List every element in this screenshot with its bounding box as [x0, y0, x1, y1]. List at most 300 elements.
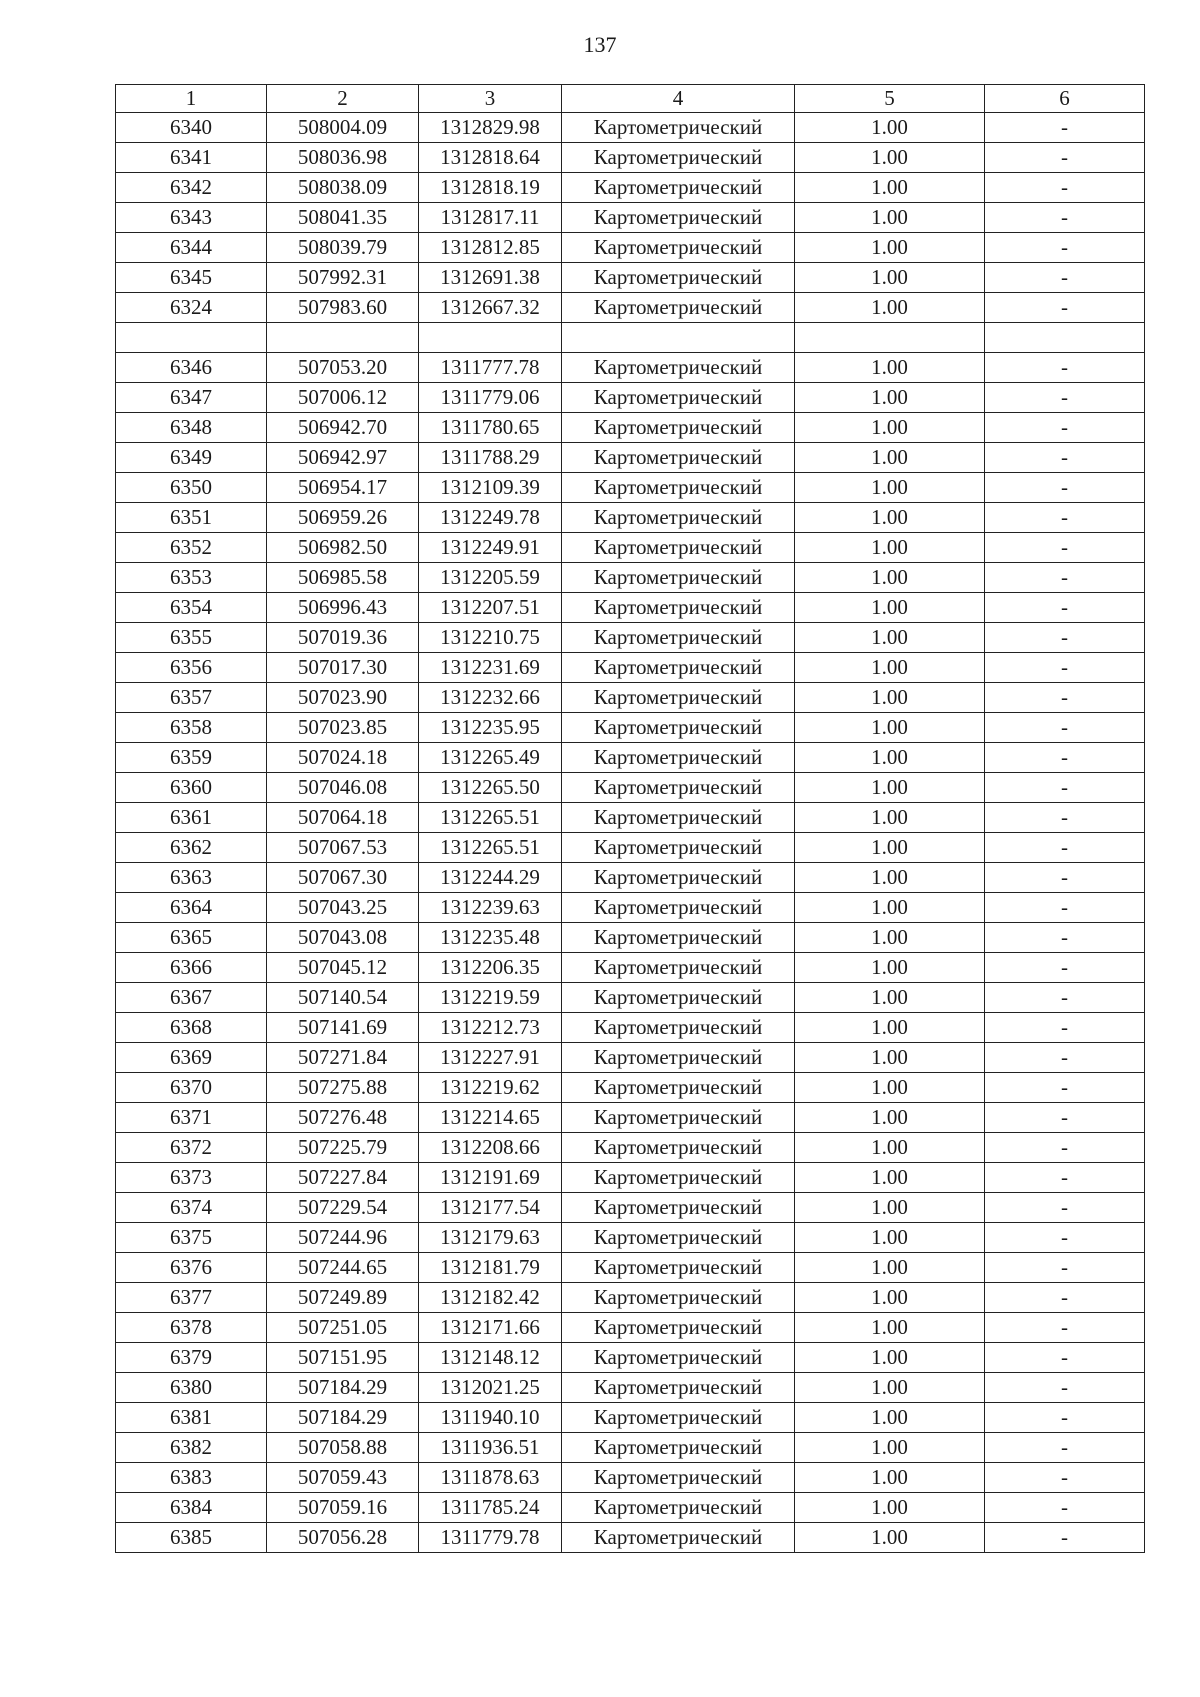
note-cell: -: [985, 113, 1145, 143]
method-cell: Картометрический: [562, 1283, 795, 1313]
accuracy-cell: 1.00: [795, 1253, 985, 1283]
x-coordinate-cell: 508038.09: [267, 173, 419, 203]
point-number-cell: 6368: [116, 1013, 267, 1043]
accuracy-cell: 1.00: [795, 233, 985, 263]
table-row: [116, 1163, 1145, 1193]
y-coordinate-cell: 1312667.32: [419, 293, 562, 323]
accuracy-cell: 1.00: [795, 1223, 985, 1253]
accuracy-cell: 1.00: [795, 203, 985, 233]
point-number-cell: 6385: [116, 1523, 267, 1553]
note-cell: [985, 323, 1145, 353]
note-cell: -: [985, 833, 1145, 863]
point-number-cell: 6359: [116, 743, 267, 773]
table-row: [116, 1103, 1145, 1133]
y-coordinate-cell: 1312171.66: [419, 1313, 562, 1343]
point-number-cell: 6369: [116, 1043, 267, 1073]
table-row: [116, 1043, 1145, 1073]
note-cell: -: [985, 1373, 1145, 1403]
accuracy-cell: 1.00: [795, 1403, 985, 1433]
accuracy-cell: 1.00: [795, 863, 985, 893]
column-header: 2: [267, 85, 419, 113]
note-cell: -: [985, 1013, 1145, 1043]
table-row: [116, 173, 1145, 203]
y-coordinate-cell: 1311779.78: [419, 1523, 562, 1553]
x-coordinate-cell: 506985.58: [267, 563, 419, 593]
x-coordinate-cell: 507992.31: [267, 263, 419, 293]
table-row: [116, 1523, 1145, 1553]
y-coordinate-cell: 1311779.06: [419, 383, 562, 413]
x-coordinate-cell: 507251.05: [267, 1313, 419, 1343]
y-coordinate-cell: 1312227.91: [419, 1043, 562, 1073]
y-coordinate-cell: 1311878.63: [419, 1463, 562, 1493]
x-coordinate-cell: 508039.79: [267, 233, 419, 263]
table-row: [116, 623, 1145, 653]
x-coordinate-cell: 507023.85: [267, 713, 419, 743]
note-cell: -: [985, 863, 1145, 893]
y-coordinate-cell: 1312265.51: [419, 803, 562, 833]
x-coordinate-cell: 507067.30: [267, 863, 419, 893]
method-cell: Картометрический: [562, 1073, 795, 1103]
point-number-cell: 6344: [116, 233, 267, 263]
note-cell: -: [985, 683, 1145, 713]
accuracy-cell: 1.00: [795, 953, 985, 983]
y-coordinate-cell: 1312818.19: [419, 173, 562, 203]
y-coordinate-cell: 1312829.98: [419, 113, 562, 143]
y-coordinate-cell: 1312205.59: [419, 563, 562, 593]
y-coordinate-cell: 1312231.69: [419, 653, 562, 683]
x-coordinate-cell: [267, 323, 419, 353]
table-row: [116, 413, 1145, 443]
x-coordinate-cell: 507017.30: [267, 653, 419, 683]
table-row: [116, 893, 1145, 923]
point-number-cell: 6356: [116, 653, 267, 683]
accuracy-cell: 1.00: [795, 923, 985, 953]
method-cell: Картометрический: [562, 1463, 795, 1493]
accuracy-cell: 1.00: [795, 413, 985, 443]
method-cell: Картометрический: [562, 923, 795, 953]
accuracy-cell: 1.00: [795, 623, 985, 653]
accuracy-cell: 1.00: [795, 353, 985, 383]
method-cell: Картометрический: [562, 893, 795, 923]
method-cell: Картометрический: [562, 623, 795, 653]
y-coordinate-cell: 1312817.11: [419, 203, 562, 233]
note-cell: -: [985, 713, 1145, 743]
table-row: [116, 983, 1145, 1013]
table-row: [116, 323, 1145, 353]
note-cell: -: [985, 293, 1145, 323]
table-row: [116, 653, 1145, 683]
table-row: [116, 533, 1145, 563]
point-number-cell: 6381: [116, 1403, 267, 1433]
table-row: [116, 1013, 1145, 1043]
point-number-cell: 6345: [116, 263, 267, 293]
y-coordinate-cell: 1312818.64: [419, 143, 562, 173]
table-row: [116, 1433, 1145, 1463]
y-coordinate-cell: 1312177.54: [419, 1193, 562, 1223]
x-coordinate-cell: 507229.54: [267, 1193, 419, 1223]
y-coordinate-cell: 1312181.79: [419, 1253, 562, 1283]
x-coordinate-cell: 507045.12: [267, 953, 419, 983]
x-coordinate-cell: 506954.17: [267, 473, 419, 503]
note-cell: -: [985, 1283, 1145, 1313]
point-number-cell: 6343: [116, 203, 267, 233]
y-coordinate-cell: 1311936.51: [419, 1433, 562, 1463]
y-coordinate-cell: 1312206.35: [419, 953, 562, 983]
y-coordinate-cell: 1312179.63: [419, 1223, 562, 1253]
note-cell: -: [985, 1403, 1145, 1433]
point-number-cell: 6365: [116, 923, 267, 953]
x-coordinate-cell: 507043.25: [267, 893, 419, 923]
column-header: 3: [419, 85, 562, 113]
accuracy-cell: 1.00: [795, 653, 985, 683]
note-cell: -: [985, 1253, 1145, 1283]
method-cell: Картометрический: [562, 383, 795, 413]
method-cell: Картометрический: [562, 113, 795, 143]
accuracy-cell: 1.00: [795, 1343, 985, 1373]
note-cell: -: [985, 563, 1145, 593]
page-number: 137: [583, 32, 617, 57]
y-coordinate-cell: 1312182.42: [419, 1283, 562, 1313]
table-row: [116, 1373, 1145, 1403]
y-coordinate-cell: 1311785.24: [419, 1493, 562, 1523]
method-cell: Картометрический: [562, 143, 795, 173]
accuracy-cell: 1.00: [795, 1043, 985, 1073]
x-coordinate-cell: 507067.53: [267, 833, 419, 863]
y-coordinate-cell: 1311777.78: [419, 353, 562, 383]
table-row: [116, 1073, 1145, 1103]
accuracy-cell: 1.00: [795, 1013, 985, 1043]
note-cell: -: [985, 1103, 1145, 1133]
coordinates-table: [115, 84, 1145, 1553]
y-coordinate-cell: 1311940.10: [419, 1403, 562, 1433]
accuracy-cell: 1.00: [795, 1433, 985, 1463]
method-cell: Картометрический: [562, 353, 795, 383]
x-coordinate-cell: 506942.97: [267, 443, 419, 473]
table-row: [116, 1223, 1145, 1253]
method-cell: Картометрический: [562, 1163, 795, 1193]
method-cell: Картометрический: [562, 503, 795, 533]
table-row: [116, 1133, 1145, 1163]
x-coordinate-cell: 507006.12: [267, 383, 419, 413]
method-cell: Картометрический: [562, 1043, 795, 1073]
note-cell: -: [985, 983, 1145, 1013]
accuracy-cell: 1.00: [795, 563, 985, 593]
note-cell: -: [985, 1133, 1145, 1163]
accuracy-cell: 1.00: [795, 983, 985, 1013]
note-cell: -: [985, 653, 1145, 683]
note-cell: -: [985, 143, 1145, 173]
table-row: [116, 353, 1145, 383]
header-row: [116, 85, 1145, 113]
x-coordinate-cell: 506996.43: [267, 593, 419, 623]
table-row: [116, 1193, 1145, 1223]
table-row: [116, 563, 1145, 593]
note-cell: -: [985, 533, 1145, 563]
note-cell: -: [985, 773, 1145, 803]
y-coordinate-cell: 1312265.51: [419, 833, 562, 863]
x-coordinate-cell: 507043.08: [267, 923, 419, 953]
point-number-cell: 6375: [116, 1223, 267, 1253]
x-coordinate-cell: 506942.70: [267, 413, 419, 443]
method-cell: [562, 323, 795, 353]
table-body: [116, 113, 1145, 1553]
x-coordinate-cell: 507225.79: [267, 1133, 419, 1163]
accuracy-cell: 1.00: [795, 1073, 985, 1103]
x-coordinate-cell: 507053.20: [267, 353, 419, 383]
method-cell: Картометрический: [562, 683, 795, 713]
column-header: 6: [985, 85, 1145, 113]
point-number-cell: 6383: [116, 1463, 267, 1493]
accuracy-cell: 1.00: [795, 1493, 985, 1523]
accuracy-cell: 1.00: [795, 443, 985, 473]
method-cell: Картометрический: [562, 983, 795, 1013]
x-coordinate-cell: 507271.84: [267, 1043, 419, 1073]
method-cell: Картометрический: [562, 863, 795, 893]
note-cell: -: [985, 1073, 1145, 1103]
note-cell: -: [985, 953, 1145, 983]
note-cell: -: [985, 1463, 1145, 1493]
y-coordinate-cell: 1312207.51: [419, 593, 562, 623]
method-cell: Картометрический: [562, 173, 795, 203]
accuracy-cell: 1.00: [795, 743, 985, 773]
accuracy-cell: [795, 323, 985, 353]
point-number-cell: 6376: [116, 1253, 267, 1283]
point-number-cell: 6361: [116, 803, 267, 833]
x-coordinate-cell: 507140.54: [267, 983, 419, 1013]
point-number-cell: 6353: [116, 563, 267, 593]
point-number-cell: 6380: [116, 1373, 267, 1403]
y-coordinate-cell: 1312232.66: [419, 683, 562, 713]
point-number-cell: 6366: [116, 953, 267, 983]
accuracy-cell: 1.00: [795, 1193, 985, 1223]
x-coordinate-cell: 507249.89: [267, 1283, 419, 1313]
method-cell: Картометрический: [562, 953, 795, 983]
x-coordinate-cell: 506959.26: [267, 503, 419, 533]
x-coordinate-cell: 507244.65: [267, 1253, 419, 1283]
note-cell: -: [985, 1163, 1145, 1193]
x-coordinate-cell: 508041.35: [267, 203, 419, 233]
x-coordinate-cell: 507019.36: [267, 623, 419, 653]
method-cell: Картометрический: [562, 263, 795, 293]
method-cell: Картометрический: [562, 533, 795, 563]
method-cell: Картометрический: [562, 1433, 795, 1463]
y-coordinate-cell: 1312148.12: [419, 1343, 562, 1373]
table-row: [116, 1313, 1145, 1343]
accuracy-cell: 1.00: [795, 1163, 985, 1193]
note-cell: -: [985, 923, 1145, 953]
x-coordinate-cell: 507058.88: [267, 1433, 419, 1463]
method-cell: Картометрический: [562, 1013, 795, 1043]
note-cell: -: [985, 173, 1145, 203]
method-cell: Картометрический: [562, 1493, 795, 1523]
note-cell: -: [985, 413, 1145, 443]
x-coordinate-cell: 507141.69: [267, 1013, 419, 1043]
note-cell: -: [985, 893, 1145, 923]
note-cell: -: [985, 1043, 1145, 1073]
note-cell: -: [985, 1223, 1145, 1253]
y-coordinate-cell: 1312212.73: [419, 1013, 562, 1043]
method-cell: Картометрический: [562, 833, 795, 863]
x-coordinate-cell: 507056.28: [267, 1523, 419, 1553]
y-coordinate-cell: 1312214.65: [419, 1103, 562, 1133]
accuracy-cell: 1.00: [795, 593, 985, 623]
method-cell: Картометрический: [562, 773, 795, 803]
accuracy-cell: 1.00: [795, 1103, 985, 1133]
method-cell: Картометрический: [562, 1133, 795, 1163]
point-number-cell: 6340: [116, 113, 267, 143]
table-row: [116, 1283, 1145, 1313]
point-number-cell: 6341: [116, 143, 267, 173]
method-cell: Картометрический: [562, 1193, 795, 1223]
table-row: [116, 503, 1145, 533]
note-cell: -: [985, 1343, 1145, 1373]
note-cell: -: [985, 593, 1145, 623]
method-cell: Картометрический: [562, 233, 795, 263]
y-coordinate-cell: 1311780.65: [419, 413, 562, 443]
x-coordinate-cell: 507046.08: [267, 773, 419, 803]
table-row: [116, 143, 1145, 173]
method-cell: Картометрический: [562, 203, 795, 233]
accuracy-cell: 1.00: [795, 143, 985, 173]
point-number-cell: 6364: [116, 893, 267, 923]
table-row: [116, 953, 1145, 983]
table-row: [116, 863, 1145, 893]
x-coordinate-cell: 508004.09: [267, 113, 419, 143]
method-cell: Картометрический: [562, 1373, 795, 1403]
note-cell: -: [985, 803, 1145, 833]
point-number-cell: 6324: [116, 293, 267, 323]
table-row: [116, 263, 1145, 293]
y-coordinate-cell: 1312210.75: [419, 623, 562, 653]
table-row: [116, 833, 1145, 863]
method-cell: Картометрический: [562, 653, 795, 683]
accuracy-cell: 1.00: [795, 173, 985, 203]
point-number-cell: 6378: [116, 1313, 267, 1343]
accuracy-cell: 1.00: [795, 1463, 985, 1493]
accuracy-cell: 1.00: [795, 773, 985, 803]
note-cell: -: [985, 1193, 1145, 1223]
point-number-cell: 6357: [116, 683, 267, 713]
x-coordinate-cell: 508036.98: [267, 143, 419, 173]
method-cell: Картометрический: [562, 1253, 795, 1283]
accuracy-cell: 1.00: [795, 1313, 985, 1343]
method-cell: Картометрический: [562, 563, 795, 593]
note-cell: -: [985, 203, 1145, 233]
table-row: [116, 803, 1145, 833]
method-cell: Картометрический: [562, 1403, 795, 1433]
point-number-cell: 6352: [116, 533, 267, 563]
point-number-cell: 6382: [116, 1433, 267, 1463]
accuracy-cell: 1.00: [795, 713, 985, 743]
point-number-cell: 6354: [116, 593, 267, 623]
method-cell: Картометрический: [562, 413, 795, 443]
column-header: 4: [562, 85, 795, 113]
point-number-cell: 6371: [116, 1103, 267, 1133]
table-row: [116, 923, 1145, 953]
point-number-cell: 6363: [116, 863, 267, 893]
accuracy-cell: 1.00: [795, 533, 985, 563]
accuracy-cell: 1.00: [795, 113, 985, 143]
point-number-cell: 6379: [116, 1343, 267, 1373]
table-row: [116, 293, 1145, 323]
x-coordinate-cell: 507227.84: [267, 1163, 419, 1193]
accuracy-cell: 1.00: [795, 1133, 985, 1163]
x-coordinate-cell: 507151.95: [267, 1343, 419, 1373]
table-row: [116, 713, 1145, 743]
y-coordinate-cell: 1312219.62: [419, 1073, 562, 1103]
point-number-cell: 6348: [116, 413, 267, 443]
table-row: [116, 593, 1145, 623]
y-coordinate-cell: 1312021.25: [419, 1373, 562, 1403]
point-number-cell: [116, 323, 267, 353]
table-row: [116, 773, 1145, 803]
method-cell: Картометрический: [562, 473, 795, 503]
table-row: [116, 203, 1145, 233]
method-cell: Картометрический: [562, 743, 795, 773]
column-header: 1: [116, 85, 267, 113]
table-row: [116, 1343, 1145, 1373]
point-number-cell: 6342: [116, 173, 267, 203]
point-number-cell: 6350: [116, 473, 267, 503]
y-coordinate-cell: 1312265.49: [419, 743, 562, 773]
x-coordinate-cell: 507983.60: [267, 293, 419, 323]
point-number-cell: 6384: [116, 1493, 267, 1523]
y-coordinate-cell: 1312219.59: [419, 983, 562, 1013]
point-number-cell: 6346: [116, 353, 267, 383]
x-coordinate-cell: 507059.43: [267, 1463, 419, 1493]
y-coordinate-cell: 1312191.69: [419, 1163, 562, 1193]
x-coordinate-cell: 507064.18: [267, 803, 419, 833]
point-number-cell: 6370: [116, 1073, 267, 1103]
accuracy-cell: 1.00: [795, 383, 985, 413]
method-cell: Картометрический: [562, 1103, 795, 1133]
table-row: [116, 683, 1145, 713]
accuracy-cell: 1.00: [795, 293, 985, 323]
point-number-cell: 6358: [116, 713, 267, 743]
method-cell: Картометрический: [562, 1523, 795, 1553]
point-number-cell: 6372: [116, 1133, 267, 1163]
method-cell: Картометрический: [562, 803, 795, 833]
point-number-cell: 6349: [116, 443, 267, 473]
method-cell: Картометрический: [562, 443, 795, 473]
x-coordinate-cell: 507244.96: [267, 1223, 419, 1253]
accuracy-cell: 1.00: [795, 263, 985, 293]
accuracy-cell: 1.00: [795, 893, 985, 923]
note-cell: -: [985, 1313, 1145, 1343]
point-number-cell: 6374: [116, 1193, 267, 1223]
note-cell: -: [985, 233, 1145, 263]
y-coordinate-cell: 1312249.78: [419, 503, 562, 533]
note-cell: -: [985, 383, 1145, 413]
note-cell: -: [985, 353, 1145, 383]
x-coordinate-cell: 507184.29: [267, 1373, 419, 1403]
table-row: [116, 233, 1145, 263]
table-row: [116, 1463, 1145, 1493]
note-cell: -: [985, 1433, 1145, 1463]
y-coordinate-cell: 1312239.63: [419, 893, 562, 923]
method-cell: Картометрический: [562, 1223, 795, 1253]
accuracy-cell: 1.00: [795, 1373, 985, 1403]
method-cell: Картометрический: [562, 1313, 795, 1343]
table-row: [116, 1403, 1145, 1433]
accuracy-cell: 1.00: [795, 503, 985, 533]
note-cell: -: [985, 623, 1145, 653]
accuracy-cell: 1.00: [795, 1283, 985, 1313]
x-coordinate-cell: 507276.48: [267, 1103, 419, 1133]
accuracy-cell: 1.00: [795, 1523, 985, 1553]
column-header: 5: [795, 85, 985, 113]
x-coordinate-cell: 507059.16: [267, 1493, 419, 1523]
